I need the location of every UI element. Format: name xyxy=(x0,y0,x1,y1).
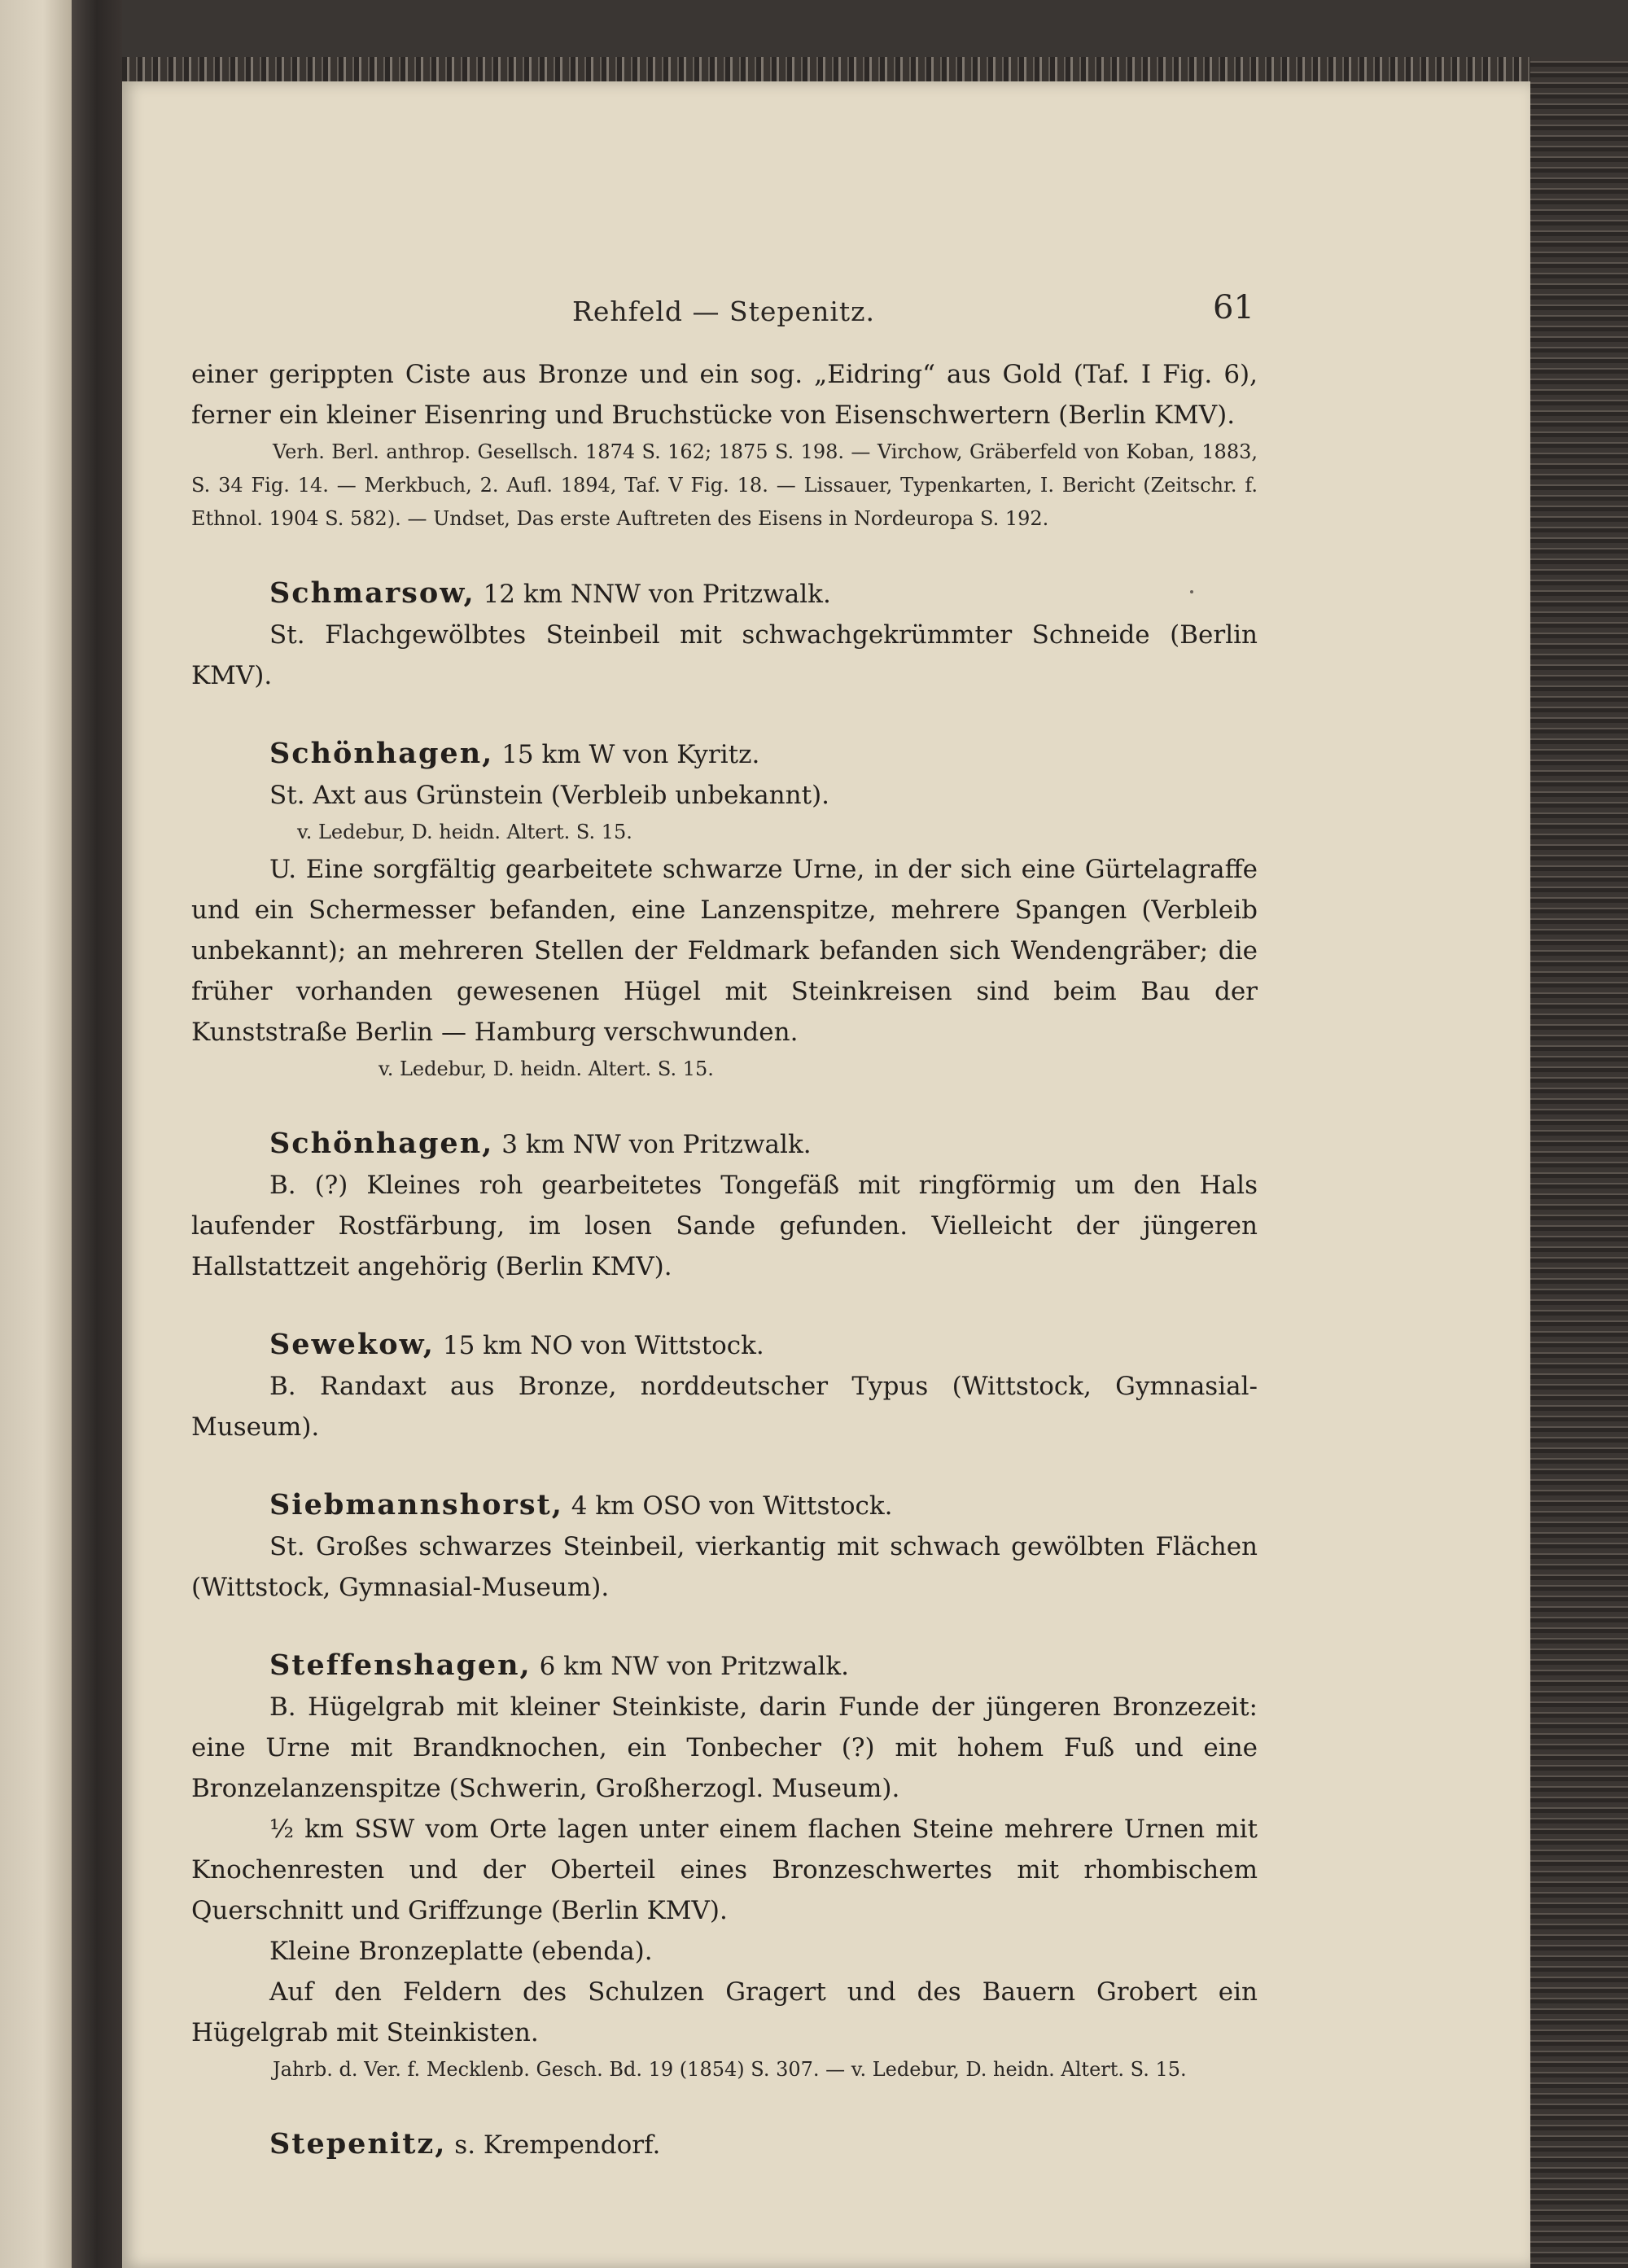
place-name: Schönhagen, xyxy=(269,737,494,770)
entry-schmarsow xyxy=(191,573,1258,696)
find-text: Axt aus Grünstein (Verbleib unbekannt). xyxy=(313,781,830,810)
entry-steffenshagen xyxy=(191,1645,1258,2086)
intro-text: einer gerippten Ciste aus Bronze und ein sog. „Eidring“ aus Gold (Taf. I Fig. 6), ferner ein kleiner Eisenring und Bruchstücke von Eisenschwertern (Berlin KMV). xyxy=(191,360,1258,430)
entry-stepenitz xyxy=(191,2124,1258,2165)
extra-paragraph: Kleine Bronzeplatte (ebenda). xyxy=(269,1937,653,1966)
place-location: 15 km W von Kyritz. xyxy=(501,740,760,769)
facing-page-edge xyxy=(0,0,72,2268)
find-tag: St. xyxy=(269,1532,305,1561)
place-location: s. Krempendorf. xyxy=(454,2130,661,2160)
place-name: Siebmannshorst, xyxy=(269,1488,563,1521)
extra-paragraph: Auf den Feldern des Schulzen Gragert und des Bauern Grobert ein Hügelgrab mit Steinkisten. xyxy=(191,1977,1258,2047)
find-tag: B. xyxy=(269,1372,296,1401)
entry-schoenhagen-pritzwalk xyxy=(191,1123,1258,1287)
find-tag: U. xyxy=(269,855,297,884)
find-text: Eine sorgfältig gearbeitete schwarze Urne, in der sich eine Gürtelagraffe und ein Schermesser befanden, eine Lanzenspitze, mehrere Spangen (Verbleib unbekannt); an mehreren Stellen der Feldmark befanden sich Wendengräber; die früher vorhanden gewesenen Hügel mit Steinkreisen sind beim Bau der Kunststraße Berlin — Hamburg verschwunden. xyxy=(191,855,1258,1047)
find-text: Hügelgrab mit kleiner Steinkiste, darin Funde der jüngeren Bronzezeit: eine Urne mit Brandknochen, ein Tonbecher (?) mit hohem Fuß und eine Bronzelanzenspitze (Schwerin, Großherzogl. Museum). xyxy=(191,1692,1258,1803)
running-title: Rehfeld — Stepenitz. xyxy=(572,296,876,327)
find-text: Randaxt aus Bronze, norddeutscher Typus (Wittstock, Gymnasial-Museum). xyxy=(191,1372,1258,1442)
page-number: 61 xyxy=(1213,289,1254,326)
page-content xyxy=(191,354,1258,2165)
binding-edge-right xyxy=(1530,57,1628,2268)
place-name: Stepenitz, xyxy=(269,2127,447,2161)
entry-siebmannshorst xyxy=(191,1485,1258,1608)
place-name: Steffenshagen, xyxy=(269,1648,532,1682)
find-tag: St. xyxy=(269,620,305,650)
citation: Jahrb. d. Ver. f. Mecklenb. Gesch. Bd. 19 (1854) S. 307. — v. Ledebur, D. heidn. Altert. S. 15. xyxy=(273,2058,1187,2081)
citation: v. Ledebur, D. heidn. Altert. S. 15. xyxy=(297,821,632,843)
find-text: Flachgewölbtes Steinbeil mit schwachgekrümmter Schneide (Berlin KMV). xyxy=(191,620,1258,690)
place-name: Sewekow, xyxy=(269,1328,435,1361)
place-location: 15 km NO von Wittstock. xyxy=(442,1331,764,1360)
page-header xyxy=(122,289,1530,338)
intro-citation: Verh. Berl. anthrop. Gesellsch. 1874 S. 162; 1875 S. 198. — Virchow, Gräberfeld von Koban, 1883, S. 34 Fig. 14. — Merkbuch, 2. Aufl. 1894, Taf. V Fig. 18. — Lissauer, Typenkarten, I. Bericht (Zeitschr. f. Ethnol. 1904 S. 582). — Undset, Das erste Auftreten des Eisens in Nordeuropa S. 192. xyxy=(191,440,1258,530)
citation: v. Ledebur, D. heidn. Altert. S. 15. xyxy=(379,1057,714,1080)
place-location: 3 km NW von Pritzwalk. xyxy=(501,1130,812,1159)
place-name: Schmarsow, xyxy=(269,576,475,610)
place-name: Schönhagen, xyxy=(269,1127,494,1160)
book-gutter xyxy=(72,0,122,2268)
find-tag: B. xyxy=(269,1692,296,1722)
find-text: Kleines roh gearbeitetes Tongefäß mit ringförmig um den Hals laufender Rostfärbung, im losen Sande gefunden. Vielleicht der jüngeren Hallstattzeit angehörig (Berlin KMV). xyxy=(191,1171,1258,1281)
find-tag: B. (?) xyxy=(269,1171,348,1200)
place-location: 6 km NW von Pritzwalk. xyxy=(539,1652,850,1681)
find-tag: St. xyxy=(269,781,305,810)
place-location: 12 km NNW von Pritzwalk. xyxy=(483,580,831,609)
entry-sewekow xyxy=(191,1324,1258,1447)
paper-speck xyxy=(1190,590,1193,593)
entry-schoenhagen-kyritz xyxy=(191,733,1258,1086)
find-text: Großes schwarzes Steinbeil, vierkantig mit schwach gewölbten Flächen (Wittstock, Gymnasial-Museum). xyxy=(191,1532,1258,1602)
place-location: 4 km OSO von Wittstock. xyxy=(571,1491,893,1521)
book-page xyxy=(122,81,1530,2268)
extra-paragraph: ½ km SSW vom Orte lagen unter einem flachen Steine mehrere Urnen mit Knochenresten und der Oberteil eines Bronzeschwertes mit rhombischem Querschnitt und Griffzunge (Berlin KMV). xyxy=(191,1815,1258,1925)
